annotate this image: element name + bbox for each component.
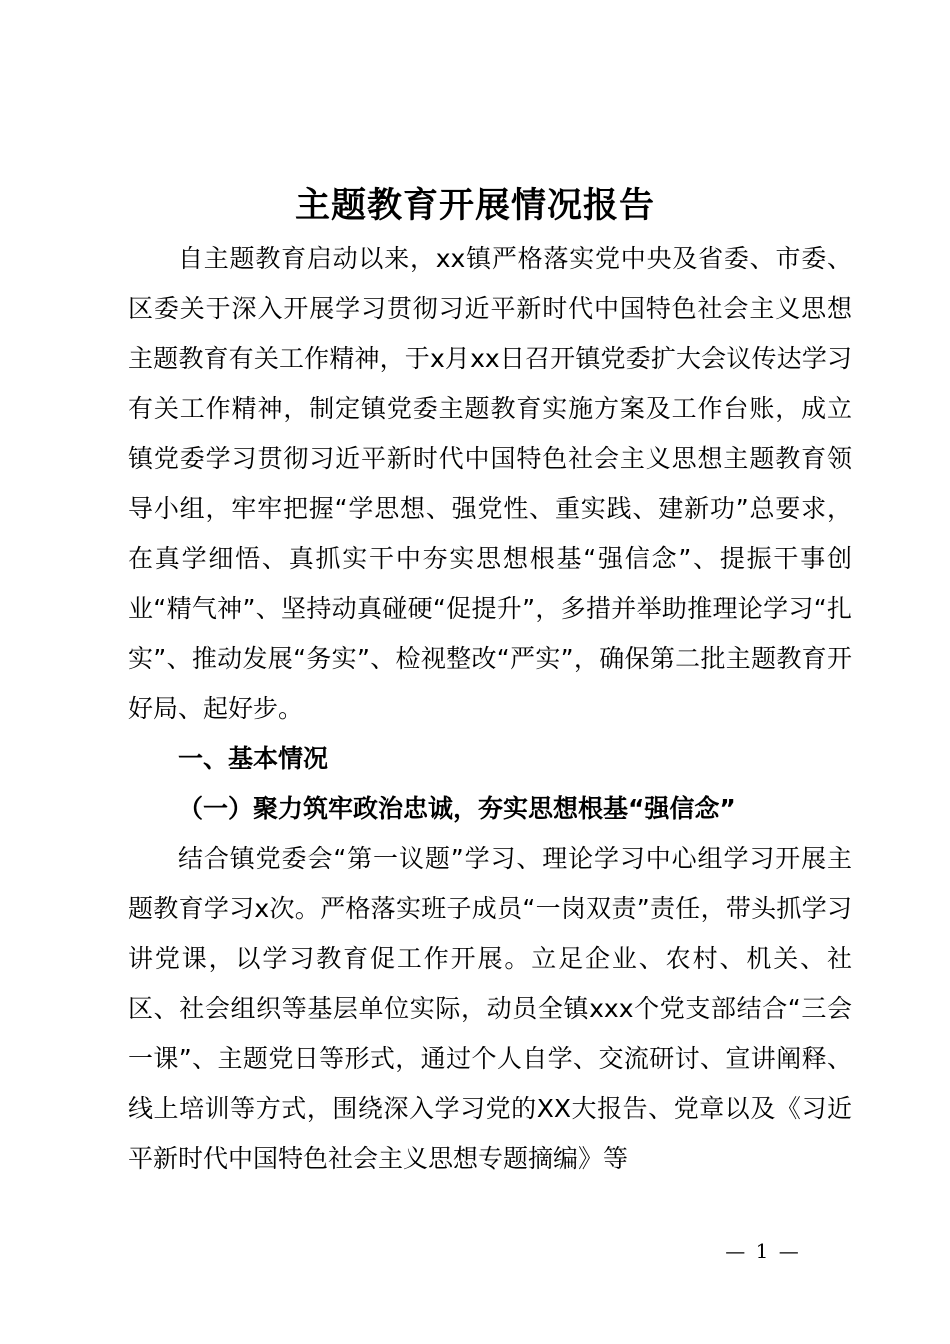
section-heading: 一、基本情况 (178, 744, 329, 773)
page-number: — 1 — (725, 1239, 801, 1263)
subsection-heading: （一）聚力筑牢政治忠诚，夯实思想根基“强信念” (178, 794, 736, 823)
intro-paragraph: 自主题教育启动以来，xx镇严格落实党中央及省委、市委、区委关于深入开展学习贯彻习近平新时代中国特色社会主义思想主题教育有关工作精神，于x月xx日召开镇党委扩大会议传达学习有关工作精神，制定镇党委主题教育实施方案及工作台账，成立镇党委学习贯彻习近平新时代中国特色社会主义思想主题教育领导小组，牢牢把握“学思想、强党性、重实践、建新功”总要求，在真学细悟、真抓实干中夯实思想根基“强信念”、提振干事创业“精气神”、坚持动真碰硬“促提升”，多措并举助推理论学习“扎实”、推动发展“务实”、检视整改“严实”，确保第二批主题教育开好局、起好步。 (128, 244, 852, 723)
document-body (128, 234, 852, 1184)
subsection-paragraph: 结合镇党委会“第一议题”学习、理论学习中心组学习开展主题教育学习x次。严格落实班子成员“一岗双责”责任，带头抓学习讲党课，以学习教育促工作开展。立足企业、农村、机关、社区、社会组织等基层单位实际，动员全镇xxx个党支部结合“三会一课”、主题党日等形式，通过个人自学、交流研讨、宣讲阐释、线上培训等方式，围绕深入学习党的XX大报告、党章以及《习近平新时代中国特色社会主义思想专题摘编》等 (128, 844, 852, 1173)
document-title: 主题教育开展情况报告 (294, 186, 655, 226)
